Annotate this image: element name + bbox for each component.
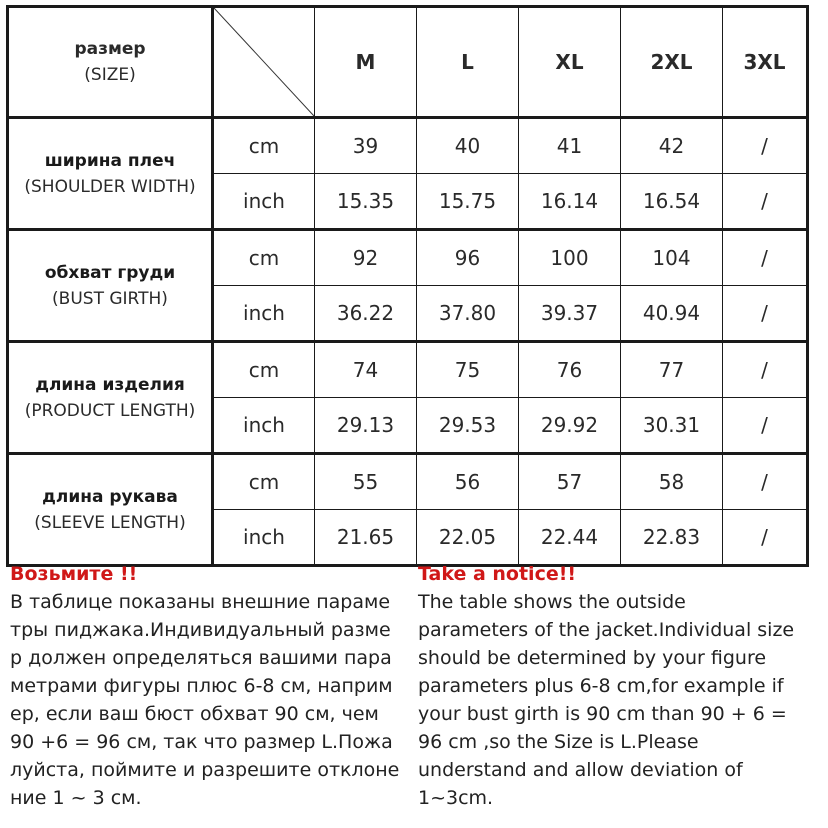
value-cell: 40	[417, 118, 519, 174]
unit-cell: inch	[213, 286, 315, 342]
notice-line: should be determined by your figure	[418, 647, 767, 669]
value-cell: 15.75	[417, 174, 519, 230]
value-cell: 40.94	[621, 286, 723, 342]
unit-cell: cm	[213, 342, 315, 398]
size-title-ru: размер	[74, 39, 146, 59]
value-cell: 29.53	[417, 398, 519, 454]
header-row	[8, 7, 808, 118]
size-title-en: (SIZE)	[84, 65, 136, 85]
unit-cell: cm	[213, 230, 315, 286]
value-cell: 41	[519, 118, 621, 174]
notice-english	[418, 560, 823, 812]
notice-line: 96 cm ,so the Size is L.Please	[418, 731, 699, 753]
notice-line: тры пиджака.Индивидуальный разме	[10, 619, 391, 641]
notice-title-ru: Возьмите !!	[10, 563, 138, 585]
notice-line: ер, если ваш бюст обхват 90 см, чем	[10, 703, 379, 725]
value-cell: 104	[621, 230, 723, 286]
value-cell: 37.80	[417, 286, 519, 342]
notice-line: 1~3cm.	[418, 787, 494, 809]
measure-label-sleeve	[8, 454, 213, 566]
measure-label-length	[8, 342, 213, 454]
size-col-header: L	[417, 7, 519, 118]
value-cell: 22.83	[621, 510, 723, 566]
value-cell: 96	[417, 230, 519, 286]
measure-name-ru: длина рукава	[42, 486, 178, 507]
measure-name-en: (PRODUCT LENGTH)	[24, 400, 196, 421]
value-cell: 16.14	[519, 174, 621, 230]
unit-cell: cm	[213, 454, 315, 510]
notice-line: В таблице показаны внешние параме	[10, 591, 391, 613]
notice-line: The table shows the outside	[418, 591, 686, 613]
notice-line: your bust girth is 90 cm than 90 + 6 =	[418, 703, 787, 725]
notice-line: 90 +6 = 96 см, так что размер L.Пожа	[10, 731, 393, 753]
value-cell: 22.05	[417, 510, 519, 566]
table-row	[8, 342, 808, 398]
diagonal-line	[214, 8, 314, 116]
notice-line: луйста, поймите и разрешите отклоне	[10, 759, 400, 781]
size-col-header: XL	[519, 7, 621, 118]
diagonal-corner-cell	[213, 7, 315, 118]
value-cell: /	[723, 342, 808, 398]
value-cell: 100	[519, 230, 621, 286]
value-cell: 56	[417, 454, 519, 510]
value-cell: /	[723, 174, 808, 230]
size-col-header: 2XL	[621, 7, 723, 118]
measure-label-shoulder	[8, 118, 213, 230]
notice-line: метрами фигуры плюс 6-8 см, наприм	[10, 675, 393, 697]
value-cell: /	[723, 230, 808, 286]
value-cell: 57	[519, 454, 621, 510]
measure-name-ru: длина изделия	[35, 374, 185, 395]
notice-line: ние 1 ~ 3 см.	[10, 787, 142, 809]
notice-line: р должен определяться вашими пара	[10, 647, 392, 669]
unit-cell: inch	[213, 398, 315, 454]
table-row	[8, 230, 808, 286]
table-row	[8, 454, 808, 510]
unit-cell: inch	[213, 174, 315, 230]
value-cell: 74	[315, 342, 417, 398]
value-cell: 92	[315, 230, 417, 286]
value-cell: 29.92	[519, 398, 621, 454]
value-cell: /	[723, 118, 808, 174]
value-cell: 15.35	[315, 174, 417, 230]
measure-label-bust	[8, 230, 213, 342]
notice-russian	[10, 560, 410, 812]
value-cell: 39.37	[519, 286, 621, 342]
value-cell: 30.31	[621, 398, 723, 454]
notice-title-en: Take a notice!!	[418, 563, 577, 585]
value-cell: /	[723, 286, 808, 342]
value-cell: 77	[621, 342, 723, 398]
value-cell: 58	[621, 454, 723, 510]
measure-name-ru: обхват груди	[44, 262, 176, 283]
value-cell: 42	[621, 118, 723, 174]
size-header-cell	[8, 7, 213, 118]
value-cell: 76	[519, 342, 621, 398]
value-cell: 21.65	[315, 510, 417, 566]
value-cell: 39	[315, 118, 417, 174]
value-cell: 55	[315, 454, 417, 510]
measure-name-ru: ширина плеч	[44, 150, 176, 171]
notice-line: parameters of the jacket.Individual size	[418, 619, 795, 641]
size-chart-table	[6, 5, 809, 567]
value-cell: /	[723, 398, 808, 454]
value-cell: /	[723, 454, 808, 510]
value-cell: 16.54	[621, 174, 723, 230]
value-cell: 75	[417, 342, 519, 398]
size-col-header: 3XL	[723, 7, 808, 118]
table-row	[8, 118, 808, 174]
unit-cell: cm	[213, 118, 315, 174]
unit-cell: inch	[213, 510, 315, 566]
measure-name-en: (SLEEVE LENGTH)	[34, 512, 186, 533]
measure-name-en: (SHOULDER WIDTH)	[24, 176, 196, 197]
value-cell: /	[723, 510, 808, 566]
size-col-header: M	[315, 7, 417, 118]
notice-line: understand and allow deviation of	[418, 759, 743, 781]
value-cell: 36.22	[315, 286, 417, 342]
value-cell: 22.44	[519, 510, 621, 566]
notice-line: parameters plus 6-8 cm,for example if	[418, 675, 784, 697]
measure-name-en: (BUST GIRTH)	[52, 288, 168, 309]
value-cell: 29.13	[315, 398, 417, 454]
